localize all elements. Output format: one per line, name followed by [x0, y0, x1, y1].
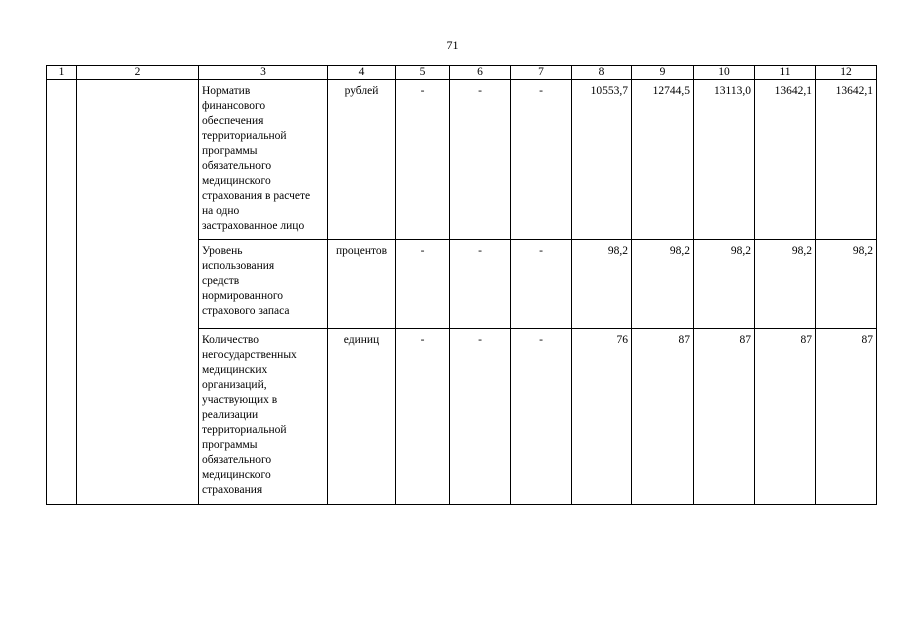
- indicator-name-line: использования: [202, 260, 275, 272]
- indicator-name-line: нормированного: [202, 290, 284, 302]
- column-header: 11: [755, 66, 816, 80]
- column-header: 4: [328, 66, 396, 80]
- indicator-name-line: страхования: [202, 484, 263, 496]
- indicator-name-cell: [199, 80, 328, 240]
- table-row: [47, 240, 877, 329]
- value-cell: 87: [816, 329, 877, 505]
- column-header: 1: [47, 66, 77, 80]
- column-header: 9: [632, 66, 694, 80]
- column-header: 10: [694, 66, 755, 80]
- table-row: [47, 80, 877, 240]
- value-cell: 98,2: [755, 240, 816, 329]
- value-cell: -: [511, 329, 572, 505]
- indicator-name-line: обеспечения: [202, 115, 264, 127]
- empty-cell: [47, 240, 77, 329]
- indicator-name-line: финансового: [202, 100, 266, 112]
- value-cell: -: [396, 329, 450, 505]
- value-cell: 87: [755, 329, 816, 505]
- value-cell: 87: [694, 329, 755, 505]
- indicator-name-line: Количество: [202, 334, 259, 346]
- indicator-name-line: обязательного: [202, 160, 272, 172]
- indicator-name-line: территориальной: [202, 424, 287, 436]
- empty-cell: [47, 80, 77, 240]
- unit-cell: единиц: [328, 329, 396, 505]
- column-number-row: [47, 66, 877, 80]
- value-cell: -: [396, 80, 450, 240]
- indicator-name-cell: [199, 329, 328, 505]
- empty-cell: [77, 80, 199, 240]
- indicator-name-line: страхования в расчете: [202, 190, 311, 202]
- column-header: 3: [199, 66, 328, 80]
- indicator-name-line: участвующих в: [202, 394, 278, 406]
- indicator-table: [46, 65, 877, 505]
- indicator-name-line: негосударственных: [202, 349, 297, 361]
- unit-cell: рублей: [328, 80, 396, 240]
- indicator-name-line: реализации: [202, 409, 259, 421]
- indicator-name-line: программы: [202, 439, 258, 451]
- indicator-name-line: на одно: [202, 205, 240, 217]
- value-cell: 98,2: [632, 240, 694, 329]
- indicator-name-line: медицинских: [202, 364, 268, 376]
- value-cell: -: [511, 240, 572, 329]
- column-header: 12: [816, 66, 877, 80]
- value-cell: -: [450, 240, 511, 329]
- indicator-name-line: страхового запаса: [202, 305, 290, 317]
- value-cell: 12744,5: [632, 80, 694, 240]
- value-cell: 13113,0: [694, 80, 755, 240]
- value-cell: 13642,1: [816, 80, 877, 240]
- indicator-name-line: медицинского: [202, 469, 271, 481]
- indicator-name-line: Уровень: [202, 245, 243, 257]
- column-header: 6: [450, 66, 511, 80]
- indicator-name-line: Норматив: [202, 85, 251, 97]
- value-cell: 98,2: [694, 240, 755, 329]
- empty-cell: [77, 329, 199, 505]
- indicator-name-line: застрахованное лицо: [202, 220, 305, 232]
- value-cell: -: [450, 80, 511, 240]
- empty-cell: [77, 240, 199, 329]
- value-cell: 10553,7: [572, 80, 632, 240]
- unit-cell: процентов: [328, 240, 396, 329]
- table-row: [47, 329, 877, 505]
- value-cell: -: [450, 329, 511, 505]
- page-number: 71: [446, 38, 459, 52]
- indicator-name-line: организаций,: [202, 379, 267, 391]
- column-header: 7: [511, 66, 572, 80]
- column-header: 2: [77, 66, 199, 80]
- indicator-name-cell: [199, 240, 328, 329]
- value-cell: 98,2: [572, 240, 632, 329]
- indicator-name-line: средств: [202, 275, 240, 287]
- value-cell: 98,2: [816, 240, 877, 329]
- value-cell: 87: [632, 329, 694, 505]
- indicator-name-line: программы: [202, 145, 258, 157]
- empty-cell: [47, 329, 77, 505]
- indicator-name-line: территориальной: [202, 130, 287, 142]
- value-cell: 13642,1: [755, 80, 816, 240]
- indicator-name-line: обязательного: [202, 454, 272, 466]
- value-cell: -: [511, 80, 572, 240]
- value-cell: 76: [572, 329, 632, 505]
- indicator-name-line: медицинского: [202, 175, 271, 187]
- column-header: 8: [572, 66, 632, 80]
- value-cell: -: [396, 240, 450, 329]
- column-header: 5: [396, 66, 450, 80]
